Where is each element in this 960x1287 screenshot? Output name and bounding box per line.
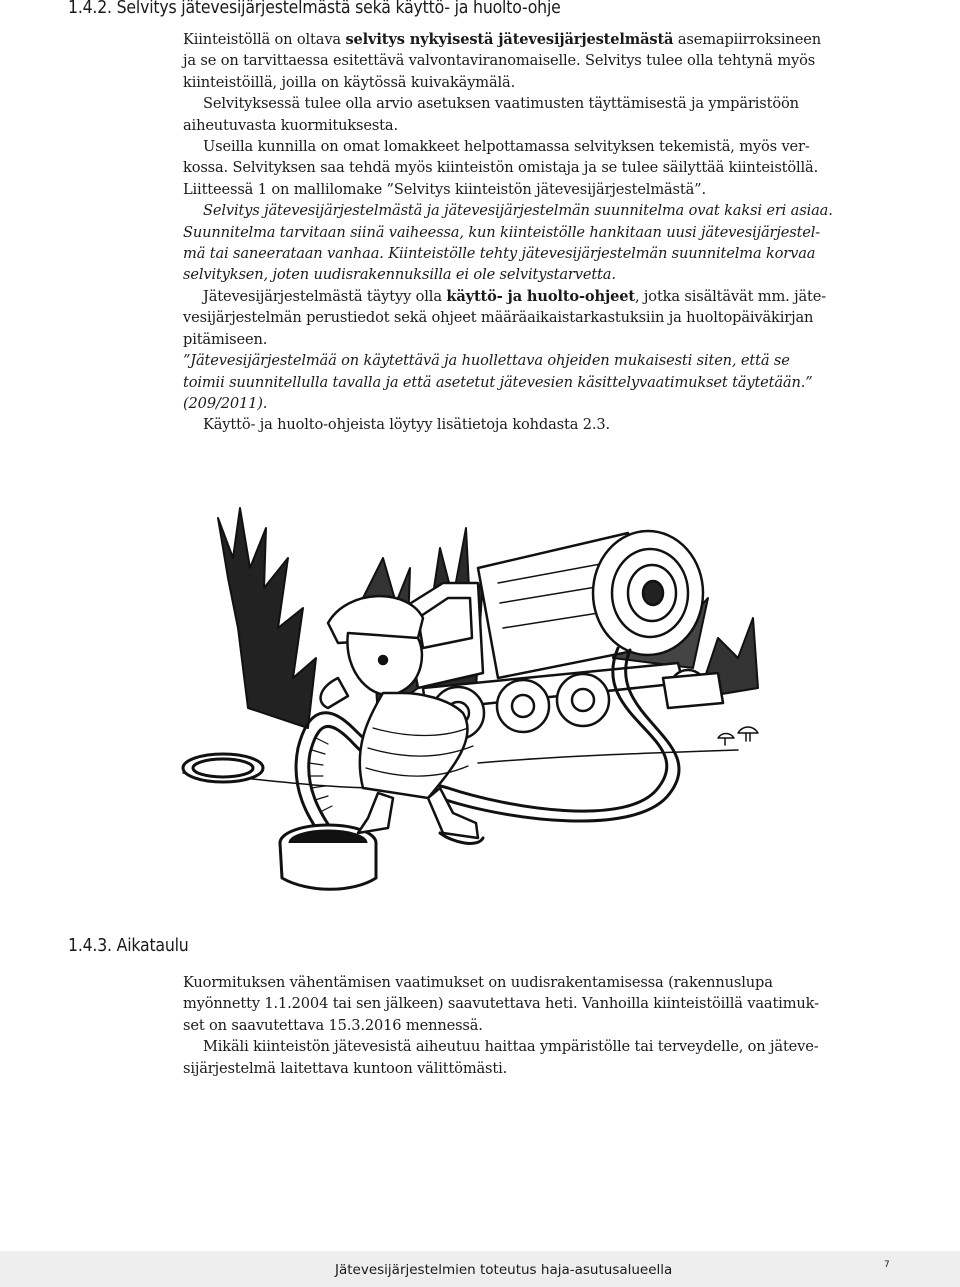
text-segment: Jätevesijärjestelmästä täytyy olla	[203, 287, 447, 305]
septic-truck-illustration	[178, 488, 768, 898]
text-segment: Suunnitelma tarvitaan siinä vaiheessa, kun kiinteistölle hankitaan uusi jätevesijärjestel-	[183, 223, 821, 241]
text-segment: Kuormituksen vähentämisen vaatimukset on uudisrakentamisessa (rakennuslupa	[183, 974, 773, 991]
text-line	[183, 264, 783, 285]
text-line	[183, 329, 783, 350]
text-segment: set on saavutettava 15.3.2016 mennessä.	[183, 1016, 483, 1034]
text-line	[183, 136, 810, 157]
text-segment: sijärjestelmä laitettava kuntoon välittömästi.	[183, 1059, 508, 1077]
text-segment: käyttö- ja huolto-ohjeet	[446, 287, 635, 305]
text-segment: Selvityksessä tulee olla arvio asetuksen vaatimusten täyttämisestä ja ympäristöön	[203, 95, 799, 113]
text-segment: Useilla kunnilla on omat lomakkeet helpottamassa selvityksen tekemistä, myös ver-	[203, 138, 810, 156]
text-line	[183, 307, 814, 328]
text-line	[183, 350, 790, 371]
text-segment: Mikäli kiinteistön jätevesistä aiheutuu haittaa ympäristölle tai terveydelle, on jäteve-	[203, 1038, 819, 1056]
text-segment: vesijärjestelmän perustiedot sekä ohjeet määräaikaistarkastuksiin ja huoltopäiväkirjan	[183, 309, 814, 327]
section-body-selvitys	[183, 29, 833, 436]
text-line	[183, 72, 783, 93]
text-segment: , jotka sisältävät mm. jäte-	[634, 287, 827, 305]
text-line	[183, 1058, 783, 1079]
page-number: 7	[884, 1260, 890, 1270]
section-heading-selvitys: 1.4.2. Selvitys jätevesijärjestelmästä sekä käyttö- ja huolto-ohje	[68, 0, 561, 18]
text-line	[183, 222, 821, 243]
text-line	[183, 29, 821, 50]
text-line	[183, 200, 833, 221]
text-line	[183, 993, 819, 1014]
section-heading-aikataulu: 1.4.3. Aikataulu	[68, 936, 189, 956]
text-segment: Käyttö- ja huolto-ohjeista löytyy lisätietoja kohdasta 2.3.	[203, 416, 611, 434]
text-segment: Liitteessä 1 on mallilomake ”Selvitys kiinteistön jätevesijärjestelmästä”.	[183, 180, 706, 198]
text-segment: ja se on tarvittaessa esitettävä valvontaviranomaiselle. Selvitys tulee olla tehtynä myös	[183, 52, 816, 70]
text-segment: aiheutuvasta kuormituksesta.	[183, 116, 398, 134]
text-segment: ”Jätevesijärjestelmää on käytettävä ja huollettava ohjeiden mukaisesti siten, että se	[183, 352, 790, 370]
text-line	[183, 157, 819, 178]
text-line	[183, 1015, 783, 1036]
text-line	[183, 50, 816, 71]
text-segment: myönnetty 1.1.2004 tai sen jälkeen) saavutettava heti. Vanhoilla kiinteistöillä vaatimuk-	[183, 995, 819, 1013]
text-line	[183, 393, 783, 414]
text-segment: selvitys nykyisestä jätevesijärjestelmästä	[345, 31, 674, 48]
text-line	[183, 414, 783, 435]
text-segment: Kiinteistöllä on oltava	[183, 31, 346, 48]
text-line	[183, 972, 783, 993]
text-segment: Selvitys jätevesijärjestelmästä ja jätevesijärjestelmän suunnitelma ovat kaksi eri asiaa.	[203, 202, 833, 220]
text-line	[183, 372, 813, 393]
text-line	[183, 1036, 819, 1057]
text-line	[183, 115, 783, 136]
text-line	[183, 179, 783, 200]
text-segment: kossa. Selvityksen saa tehdä myös kiinteistön omistaja ja se tulee säilyttää kiinteistöllä.	[183, 159, 819, 177]
footer-title: Jätevesijärjestelmien toteutus haja-asutusalueella	[335, 1262, 673, 1278]
text-line	[183, 286, 827, 307]
text-segment: asemapiirroksineen	[673, 31, 821, 48]
text-segment: kiinteistöillä, joilla on käytössä kuivakäymälä.	[183, 73, 516, 91]
text-line	[183, 243, 816, 264]
text-segment: (209/2011).	[183, 394, 268, 412]
text-segment: selvityksen, joten uudisrakennuksilla ei ole selvitystarvetta.	[183, 266, 616, 284]
text-segment: pitämiseen.	[183, 330, 268, 348]
text-segment: mä tai saneerataan vanhaa. Kiinteistölle tehty jätevesijärjestelmän suunnitelma korvaa	[183, 245, 816, 263]
text-segment: toimii suunnitellulla tavalla ja että asetetut jätevesien käsittelyvaatimukset täytetään.”	[183, 373, 813, 391]
section-body-aikataulu	[183, 972, 819, 1079]
text-line	[183, 93, 799, 114]
